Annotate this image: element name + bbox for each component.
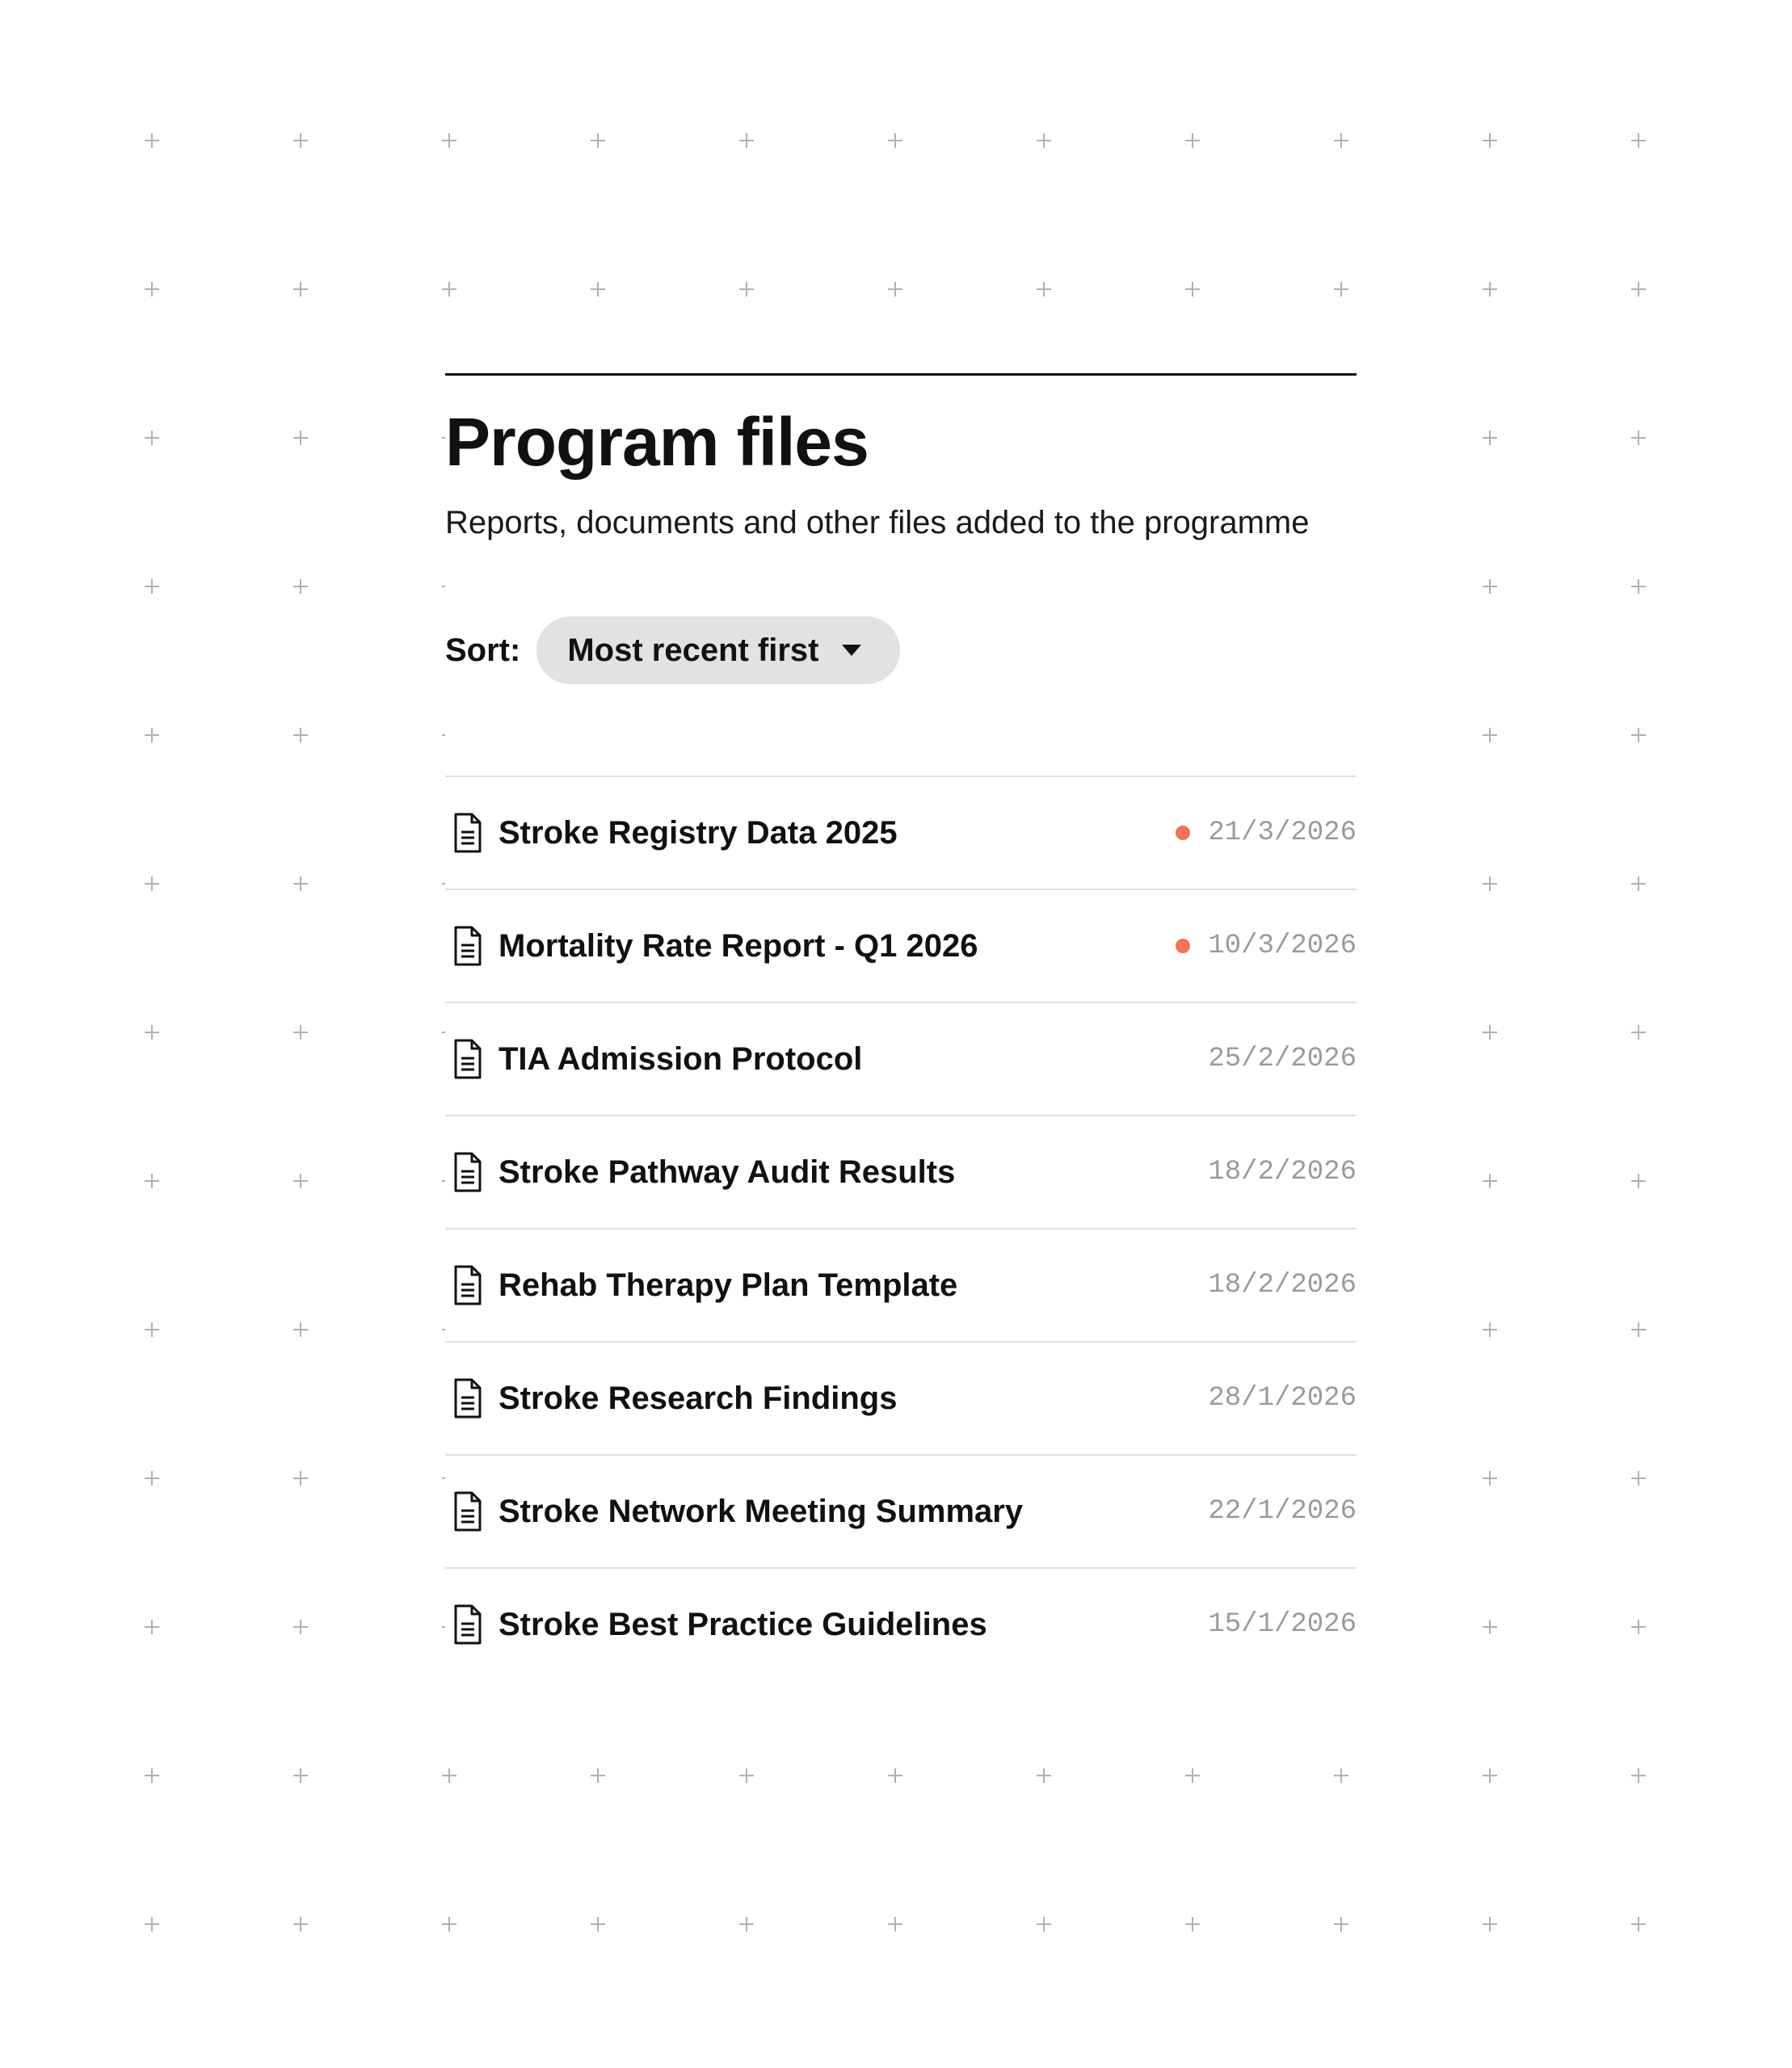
grid-plus-icon: [293, 728, 308, 742]
grid-plus-icon: [293, 1322, 308, 1337]
grid-plus-icon: [1483, 431, 1497, 445]
grid-plus-icon: [1483, 1025, 1497, 1040]
grid-plus-icon: [293, 133, 308, 148]
file-meta: [1208, 1229, 1357, 1341]
grid-plus-icon: [888, 133, 902, 148]
grid-plus-icon: [888, 282, 902, 296]
file-meta: [1208, 1456, 1357, 1567]
grid-plus-icon: [1631, 876, 1646, 891]
file-meta: [1208, 1569, 1357, 1680]
sort-selected-value: Most recent first: [567, 632, 819, 668]
grid-plus-icon: [591, 133, 605, 148]
caret-down-icon: [842, 645, 861, 656]
grid-plus-icon: [145, 1174, 159, 1188]
grid-plus-icon: [888, 1768, 902, 1783]
grid-plus-icon: [1334, 1917, 1348, 1931]
grid-plus-icon: [1631, 728, 1646, 742]
grid-plus-icon: [1631, 1471, 1646, 1486]
grid-plus-icon: [1631, 1322, 1646, 1337]
grid-plus-icon: [145, 876, 159, 891]
grid-plus-icon: [1483, 1322, 1497, 1337]
grid-plus-icon: [1483, 728, 1497, 742]
page-subtitle: Reports, documents and other files added to the programme: [445, 505, 1310, 540]
file-row[interactable]: [445, 1002, 1357, 1115]
document-icon: [452, 1151, 484, 1193]
grid-plus-icon: [293, 876, 308, 891]
document-icon: [452, 812, 484, 854]
grid-plus-icon: [145, 133, 159, 148]
grid-plus-icon: [1334, 282, 1348, 296]
grid-plus-icon: [1037, 1768, 1051, 1783]
file-row[interactable]: [445, 1115, 1357, 1228]
grid-plus-icon: [1483, 1917, 1497, 1931]
document-icon: [452, 1038, 484, 1080]
grid-plus-icon: [1483, 1768, 1497, 1783]
grid-plus-icon: [145, 1322, 159, 1337]
grid-plus-icon: [145, 1768, 159, 1783]
grid-plus-icon: [1037, 133, 1051, 148]
file-row[interactable]: [445, 1567, 1357, 1680]
file-list: [445, 776, 1357, 1680]
file-date: 18/2/2026: [1208, 1270, 1357, 1301]
file-row[interactable]: [445, 889, 1357, 1002]
file-date: 21/3/2026: [1208, 818, 1357, 848]
grid-plus-icon: [293, 1768, 308, 1783]
grid-plus-icon: [1631, 1917, 1646, 1931]
file-meta: [1208, 1003, 1357, 1115]
grid-plus-icon: [1631, 1620, 1646, 1634]
document-icon: [452, 1264, 484, 1306]
file-name[interactable]: Rehab Therapy Plan Template: [498, 1267, 958, 1303]
grid-plus-icon: [1631, 1025, 1646, 1040]
grid-plus-icon: [145, 1025, 159, 1040]
new-indicator-dot-icon: [1176, 826, 1190, 840]
grid-plus-icon: [1185, 133, 1200, 148]
document-icon: [452, 925, 484, 967]
grid-plus-icon: [293, 282, 308, 296]
file-date: 25/2/2026: [1208, 1044, 1357, 1074]
file-date: 10/3/2026: [1208, 931, 1357, 961]
grid-plus-icon: [591, 1768, 605, 1783]
program-files-panel: [445, 373, 1357, 1668]
file-name[interactable]: Stroke Pathway Audit Results: [498, 1154, 956, 1190]
grid-plus-icon: [1631, 1174, 1646, 1188]
grid-plus-icon: [1483, 1471, 1497, 1486]
file-name[interactable]: Stroke Registry Data 2025: [498, 814, 898, 851]
grid-plus-icon: [1483, 1174, 1497, 1188]
grid-plus-icon: [1631, 1768, 1646, 1783]
file-row[interactable]: [445, 1454, 1357, 1567]
grid-plus-icon: [1631, 133, 1646, 148]
grid-plus-icon: [1185, 1768, 1200, 1783]
grid-plus-icon: [591, 282, 605, 296]
file-row[interactable]: [445, 1228, 1357, 1341]
grid-plus-icon: [442, 1917, 456, 1931]
file-meta: [1176, 890, 1357, 1002]
page-title: Program files: [445, 404, 869, 480]
document-icon: [452, 1490, 484, 1532]
file-date: 15/1/2026: [1208, 1609, 1357, 1640]
sort-control: [445, 616, 900, 684]
file-meta: [1176, 777, 1357, 889]
grid-plus-icon: [145, 1471, 159, 1486]
file-name[interactable]: Stroke Best Practice Guidelines: [498, 1606, 987, 1642]
grid-plus-icon: [145, 579, 159, 594]
grid-plus-icon: [739, 1917, 754, 1931]
grid-plus-icon: [293, 579, 308, 594]
file-date: 28/1/2026: [1208, 1383, 1357, 1414]
sort-label: Sort:: [445, 632, 521, 668]
grid-plus-icon: [293, 1471, 308, 1486]
file-meta: [1208, 1116, 1357, 1228]
grid-plus-icon: [1185, 1917, 1200, 1931]
grid-plus-icon: [145, 282, 159, 296]
grid-plus-icon: [1185, 282, 1200, 296]
file-name[interactable]: Mortality Rate Report - Q1 2026: [498, 927, 978, 964]
new-indicator-dot-icon: [1176, 939, 1190, 953]
grid-plus-icon: [145, 431, 159, 445]
file-row[interactable]: [445, 1341, 1357, 1454]
grid-plus-icon: [1334, 133, 1348, 148]
grid-plus-icon: [145, 1917, 159, 1931]
file-name[interactable]: Stroke Research Findings: [498, 1380, 898, 1416]
document-icon: [452, 1377, 484, 1419]
file-name[interactable]: Stroke Network Meeting Summary: [498, 1493, 1024, 1529]
grid-plus-icon: [145, 728, 159, 742]
grid-plus-icon: [1631, 579, 1646, 594]
grid-plus-icon: [739, 1768, 754, 1783]
file-name[interactable]: TIA Admission Protocol: [498, 1040, 863, 1077]
grid-plus-icon: [1483, 579, 1497, 594]
grid-plus-icon: [1483, 282, 1497, 296]
grid-plus-icon: [1037, 1917, 1051, 1931]
grid-plus-icon: [293, 1025, 308, 1040]
grid-plus-icon: [293, 1174, 308, 1188]
file-date: 18/2/2026: [1208, 1157, 1357, 1187]
grid-plus-icon: [442, 1768, 456, 1783]
grid-plus-icon: [1483, 876, 1497, 891]
grid-plus-icon: [293, 431, 308, 445]
document-icon: [452, 1604, 484, 1646]
grid-plus-icon: [1483, 133, 1497, 148]
grid-plus-icon: [739, 133, 754, 148]
grid-plus-icon: [293, 1620, 308, 1634]
grid-plus-icon: [1631, 282, 1646, 296]
file-date: 22/1/2026: [1208, 1496, 1357, 1527]
file-row[interactable]: [445, 776, 1357, 889]
file-meta: [1208, 1343, 1357, 1454]
grid-plus-icon: [442, 282, 456, 296]
grid-plus-icon: [739, 282, 754, 296]
grid-plus-icon: [293, 1917, 308, 1931]
grid-plus-icon: [888, 1917, 902, 1931]
grid-plus-icon: [1483, 1620, 1497, 1634]
sort-dropdown[interactable]: [536, 616, 899, 684]
grid-plus-icon: [591, 1917, 605, 1931]
grid-plus-icon: [1631, 431, 1646, 445]
grid-plus-icon: [442, 133, 456, 148]
grid-plus-icon: [1334, 1768, 1348, 1783]
grid-plus-icon: [145, 1620, 159, 1634]
grid-plus-icon: [1037, 282, 1051, 296]
